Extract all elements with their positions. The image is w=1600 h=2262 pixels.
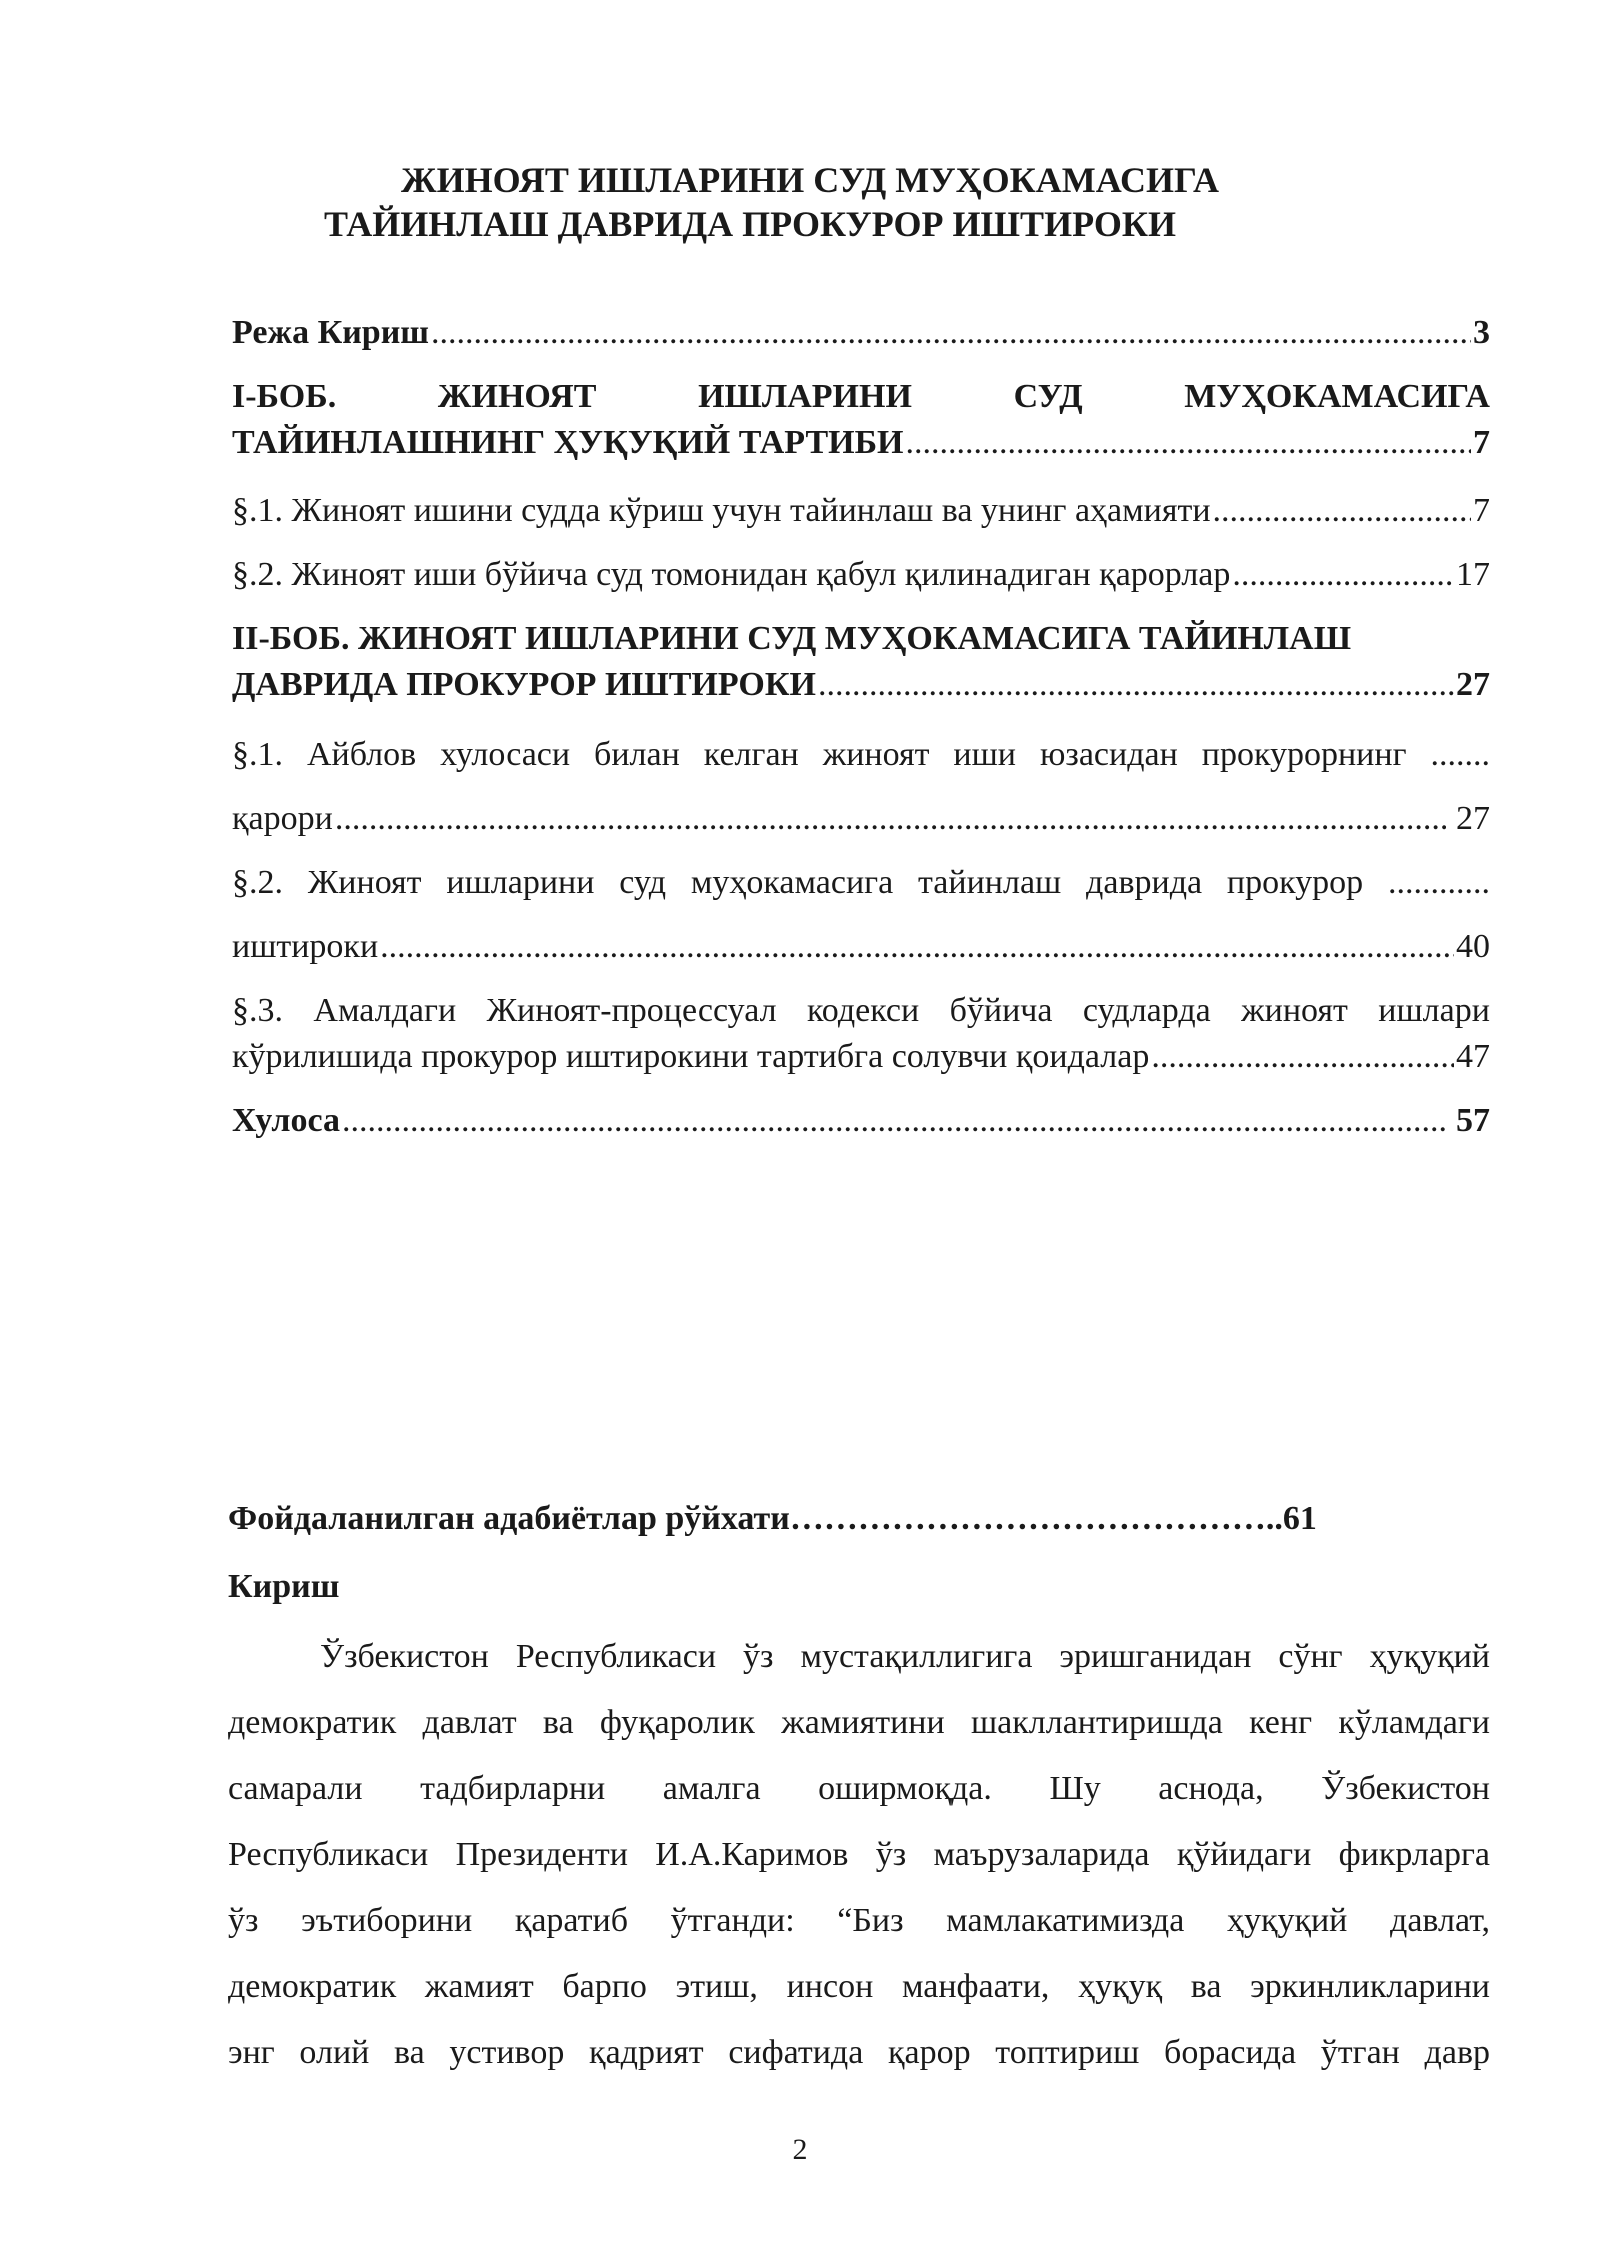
toc-page: 47	[1456, 1038, 1490, 1075]
body-line: ўз эътиборини қаратиб ўтганди: “Биз мамлакатимизда ҳуқуқий давлат,	[228, 1902, 1490, 1939]
toc-page: 3	[1473, 314, 1490, 351]
toc-word: §.3.	[232, 992, 283, 1029]
toc-word: судларда	[1082, 992, 1211, 1029]
toc-label: Режа Кириш	[232, 314, 430, 351]
toc-word: Амалдаги	[313, 992, 457, 1029]
toc-page: 7	[1473, 492, 1490, 529]
toc-word: МУҲОКАМАСИГА	[1184, 378, 1490, 415]
toc-entry-intro	[232, 310, 1490, 356]
toc-entry-references	[228, 1496, 1317, 1542]
toc-entry-ch2-s1-line-1: §.1. Айблов хулосаси билан келган жиноят иши юзасидан прокурорнинг .......	[232, 736, 1490, 773]
toc-word: Жиноят-процессуал	[486, 992, 777, 1029]
toc-entry-ch2-s2-line-2	[232, 924, 1490, 970]
toc-entry-ch2-s3-line-2	[232, 1034, 1490, 1080]
body-line: Республикаси Президенти И.А.Каримов ўз маърузаларида қўйидаги фикрларга	[228, 1836, 1490, 1873]
toc-entry-ch2-s1-line-2	[232, 796, 1490, 842]
toc-page: 57	[1447, 1102, 1490, 1139]
toc-label: ДАВРИДА ПРОКУРОР ИШТИРОКИ	[232, 666, 816, 703]
body-line: демократик давлат ва фуқаролик жамиятини шакллантиришда кенг кўламдаги	[228, 1704, 1490, 1741]
toc-label: II-БОБ. ЖИНОЯТ ИШЛАРИНИ СУД МУҲОКАМАСИГА ТАЙИНЛАШ	[232, 620, 1352, 657]
toc-leader	[818, 662, 1454, 708]
toc-label: қарори	[232, 800, 333, 837]
body-line: демократик жамият барпо этиш, инсон манфаати, ҳуқуқ ва эркинликларини	[228, 1968, 1490, 2005]
toc-word: жиноят	[1241, 992, 1348, 1029]
document-title-line-1: ЖИНОЯТ ИШЛАРИНИ СУД МУҲОКАМАСИГА	[401, 160, 1219, 200]
toc-entry-ch1-s2	[232, 552, 1490, 598]
toc-entry-conclusion	[232, 1098, 1490, 1144]
toc-entry-ch1-s1	[232, 488, 1490, 534]
toc-leader	[342, 1098, 1446, 1144]
toc-leader	[1151, 1034, 1454, 1080]
toc-leader	[906, 420, 1472, 466]
toc-page: 17	[1456, 556, 1490, 593]
document-title-line-2: ТАЙИНЛАШ ДАВРИДА ПРОКУРОР ИШТИРОКИ	[324, 204, 1176, 244]
section-heading-intro: Кириш	[228, 1568, 340, 1605]
toc-leader	[431, 310, 1471, 356]
toc-page: 27	[1447, 800, 1490, 837]
toc-chapter-2-line-1	[232, 616, 1490, 662]
toc-chapter-1-line-2	[232, 420, 1490, 466]
toc-page: 40	[1456, 928, 1490, 965]
toc-word: ишлари	[1378, 992, 1490, 1029]
toc-word: бўйича	[949, 992, 1053, 1029]
toc-word: ЖИНОЯТ	[437, 378, 597, 415]
toc-label: Хулоса	[232, 1102, 340, 1139]
toc-label: иштироки	[232, 928, 379, 965]
toc-chapter-2-line-2	[232, 662, 1490, 708]
toc-page: 27	[1456, 666, 1490, 703]
toc-chapter-1-line-1	[232, 374, 1490, 420]
toc-entry-ch2-s2-line-1: §.2. Жиноят ишларини суд муҳокамасига тайинлаш даврида прокурор ............	[232, 864, 1490, 901]
toc-word: ИШЛАРИНИ	[698, 378, 912, 415]
toc-label: Фойдаланилган адабиётлар рўйхати…………………………………….	[228, 1500, 1275, 1537]
body-line: самарали тадбирларни амалга оширмоқда. Шу аснода, Ўзбекистон	[228, 1770, 1490, 1807]
toc-leader	[380, 924, 1454, 970]
toc-leader	[1213, 488, 1471, 534]
toc-leader	[1232, 552, 1454, 598]
toc-label: §.1. Жиноят ишини судда кўриш учун тайинлаш ва унинг аҳамияти	[232, 492, 1211, 529]
toc-word: I-БОБ.	[232, 378, 337, 415]
body-line: Ўзбекистон Республикаси ўз мустақиллигига эришганидан сўнг ҳуқуқий	[320, 1638, 1490, 1675]
toc-label: ТАЙИНЛАШНИНГ ҲУҚУҚИЙ ТАРТИБИ	[232, 424, 904, 461]
toc-word: СУД	[1013, 378, 1083, 415]
toc-leader	[335, 796, 1446, 842]
toc-label: кўрилишида прокурор иштирокини тартибга солувчи қоидалар	[232, 1038, 1150, 1075]
toc-word: кодекси	[807, 992, 920, 1029]
toc-label: §.2. Жиноят иши бўйича суд томонидан қабул қилинадиган қарорлар	[232, 556, 1231, 593]
page-number: 2	[792, 2133, 808, 2166]
toc-entry-ch2-s3-line-1	[232, 988, 1490, 1034]
toc-page: 7	[1473, 424, 1490, 461]
body-line: энг олий ва устивор қадрият сифатида қарор топтириш борасида ўтган давр	[228, 2034, 1490, 2071]
toc-page: .61	[1274, 1500, 1317, 1537]
